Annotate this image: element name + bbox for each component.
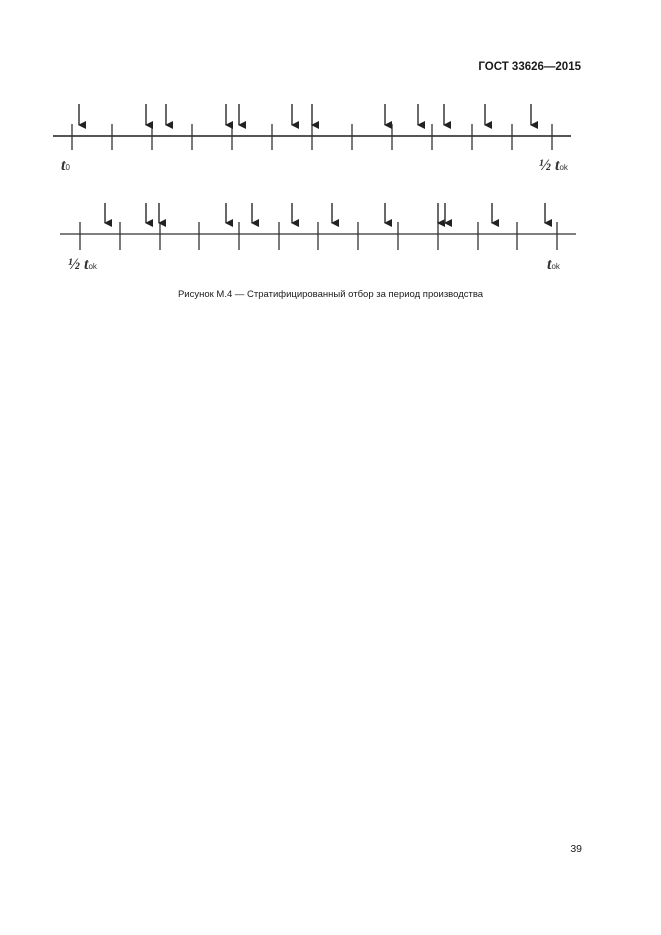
figure-caption: Рисунок М.4 — Стратифицированный отбор за период производства: [177, 289, 484, 300]
timeline-1-start-label: t0: [61, 157, 70, 174]
page-number: 39: [570, 843, 582, 855]
timeline-2-start-label: ½ tok: [68, 256, 97, 273]
timeline-2-ticks: [80, 222, 557, 250]
timeline-1-end-label: ½ tok: [539, 157, 568, 174]
timeline-2-sample-arrows: [105, 203, 545, 223]
timeline-2-end-label: tok: [547, 256, 560, 273]
timeline-1: [53, 104, 571, 174]
timeline-2: [60, 203, 576, 273]
timeline-1-sample-arrows: [79, 104, 531, 125]
standard-code: ГОСТ 33626—2015: [478, 61, 581, 73]
sampling-timelines-diagram: [0, 0, 661, 280]
